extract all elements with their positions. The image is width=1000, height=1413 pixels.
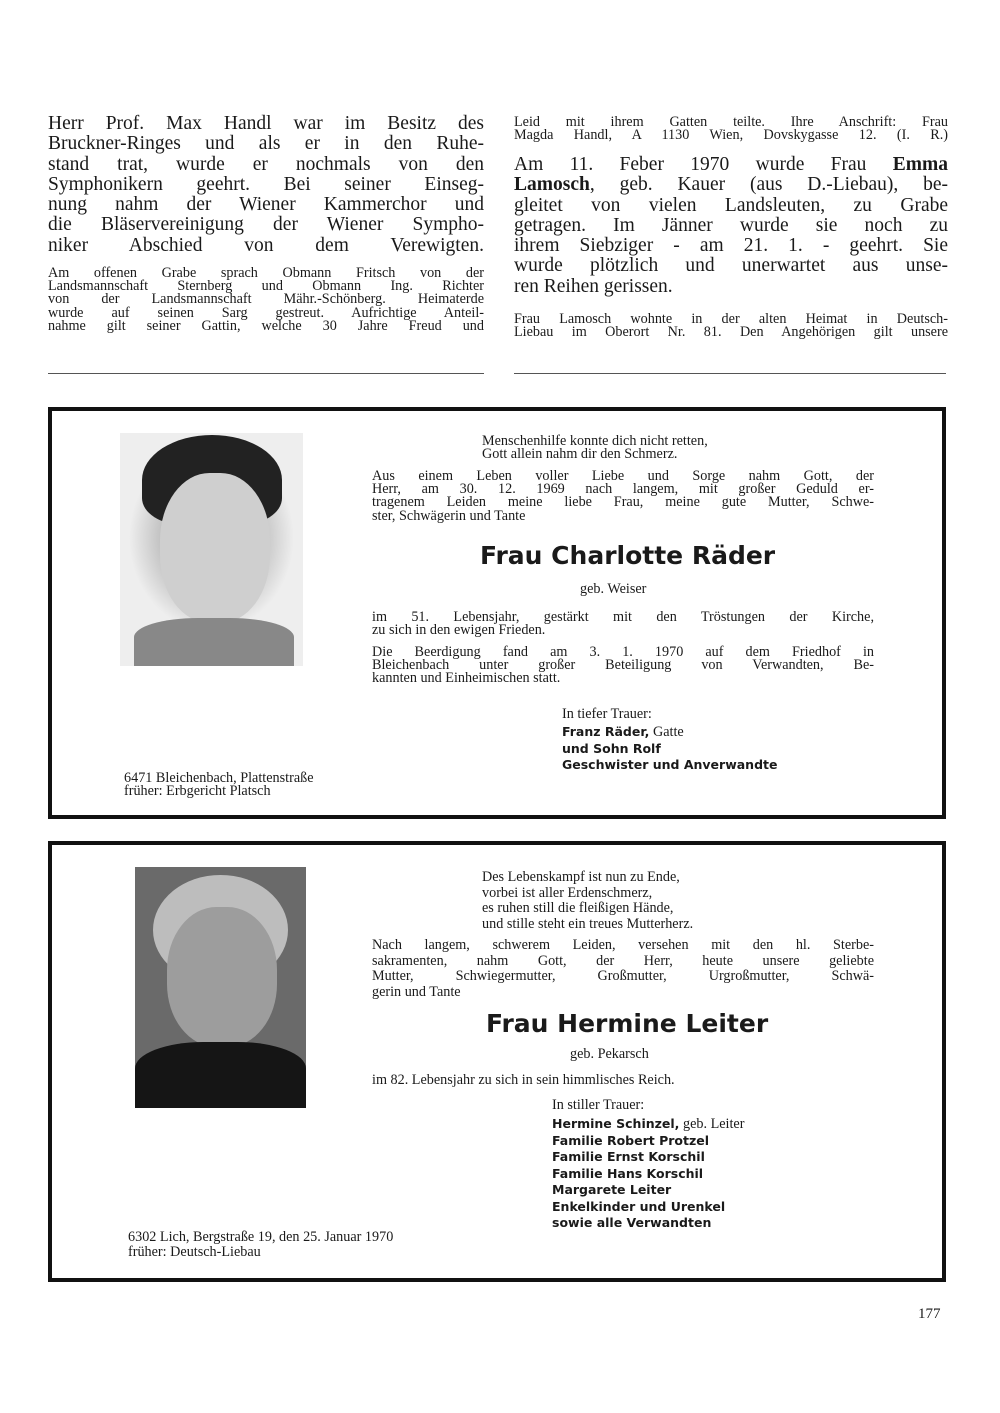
text-line: Symphonikern geehrt. Bei seiner Einseg-: [48, 173, 484, 195]
text-line: von der Landsmannschaft Mähr.-Schönberg. Heimaterde: [48, 291, 484, 308]
intro-text: [372, 470, 874, 523]
column-divider-left: [48, 373, 484, 374]
text-line: Herr, am 30. 12. 1969 nach langem, mit großer Geduld er-: [372, 481, 874, 498]
mourner-line: [562, 757, 777, 774]
text-line: Am 11. Feber 1970 wurde Frau Emma: [514, 154, 948, 175]
text-line: Magda Handl, A 1130 Wien, Dovskygasse 12. (I. R.): [514, 127, 948, 144]
address: [124, 772, 314, 798]
mourner-line: [552, 1182, 744, 1199]
text-line: Nach langem, schwerem Leiden, versehen mit den hl. Sterbe-: [372, 937, 874, 953]
mourner-line: [552, 1133, 744, 1150]
death-text: im 82. Lebensjahr zu sich in sein himmlisches Reich.: [372, 1072, 675, 1088]
funeral-text: [372, 646, 874, 686]
text-line: Leid mit ihrem Gatten teilte. Ihre Anschrift: Frau: [514, 114, 948, 130]
clothing-shape: [134, 618, 294, 666]
mourner-relation: geb. Leiter: [679, 1116, 745, 1132]
text-line: Frau Lamosch wohnte in der alten Heimat in Deutsch-: [514, 311, 948, 327]
text-line: ihrem Siebziger - am 21. 1. - geehrt. Sie: [514, 235, 948, 257]
mourner-name: Familie Ernst Korschil: [552, 1149, 705, 1164]
mourner-line: [552, 1149, 744, 1166]
face-shape: [160, 473, 270, 623]
mourner-line: [552, 1116, 744, 1133]
text-line: sakramenten, nahm Gott, der Herr, heute unsere geliebte: [372, 952, 874, 969]
text-line: früher: Erbgericht Platsch: [124, 783, 271, 800]
mourner-line: [562, 741, 777, 758]
text-line: stand trat, wurde er nochmals von den: [48, 153, 484, 175]
text-line: tragenem Leiden meine liebe Frau, meine gute Mutter, Schwe-: [372, 494, 874, 511]
text-line: Die Beerdigung fand am 3. 1. 1970 auf dem Friedhof in: [372, 644, 874, 660]
mourner-name: Geschwister und Anverwandte: [562, 757, 778, 772]
mourning-label: In tiefer Trauer:: [562, 706, 652, 722]
verse: [482, 435, 802, 461]
portrait-photo: [135, 867, 306, 1108]
maiden-name: geb. Weiser: [580, 581, 647, 597]
right-column-paragraph-2: [514, 155, 948, 297]
verse: [482, 870, 802, 932]
text-line: Liebau im Oberort Nr. 81. Den Angehörigen gilt unsere: [514, 324, 948, 341]
text-line: Bleichenbach unter großer Beteiligung von Verwandten, Be-: [372, 657, 874, 674]
obituary-hermine-leiter: [48, 841, 946, 1282]
column-divider-right: [514, 373, 946, 374]
text-line: wurde auf seinen Sarg gestreut. Aufrichtige Anteil-: [48, 304, 484, 321]
text-line: Des Lebenskampf ist nun zu Ende,: [482, 869, 680, 885]
face-shape: [167, 907, 277, 1047]
left-column-paragraph-1: [48, 114, 484, 256]
portrait-photo: [120, 433, 303, 666]
text-line: früher: Deutsch-Liebau: [128, 1244, 261, 1260]
page-number: 177: [918, 1306, 941, 1322]
mourner-line: [552, 1199, 744, 1216]
text-line: kannten und Einheimischen statt.: [372, 670, 561, 687]
text-line: Landsmannschaft Sternberg und Obmann Ing. Richter: [48, 278, 484, 295]
mourner-line: [552, 1215, 744, 1232]
address: [128, 1230, 393, 1260]
mourner-name: Franz Räder,: [562, 724, 650, 739]
mourner-name: und Sohn Rolf: [562, 740, 661, 756]
text-line: getragen. Im Jänner wurde sie noch zu: [514, 214, 948, 236]
mourner-line: [562, 724, 777, 741]
text-line: gerin und Tante: [372, 983, 461, 1000]
text-line: 6471 Bleichenbach, Plattenstraße: [124, 770, 314, 786]
mourner-name: Familie Hans Korschil: [552, 1165, 704, 1181]
text-line: ster, Schwägerin und Tante: [372, 507, 526, 524]
mourner-line: [552, 1166, 744, 1183]
text-line: wurde plötzlich und unerwartet aus unse-: [514, 255, 948, 277]
text-line: Am offenen Grabe sprach Obmann Fritsch von der: [48, 265, 484, 281]
right-column-paragraph-1: [514, 116, 948, 142]
text-line: niker Abschied von dem Verewigten.: [48, 234, 484, 256]
mourning-label: In stiller Trauer:: [552, 1097, 645, 1113]
clothing-shape: [135, 1042, 306, 1108]
mourner-name: Enkelkinder und Urenkel: [552, 1198, 726, 1214]
text-line: Herr Prof. Max Handl war im Besitz des: [48, 113, 484, 134]
text-line: 6302 Lich, Bergstraße 19, den 25. Januar 1970: [128, 1229, 394, 1245]
text-line: im 51. Lebensjahr, gestärkt mit den Tröstungen der Kirche,: [372, 609, 874, 625]
text-line: Gott allein nahm dir den Schmerz.: [482, 446, 678, 463]
text-line: ren Reihen gerissen.: [514, 275, 673, 297]
text-line: Mutter, Schwiegermutter, Großmutter, Urgroßmutter, Schwä-: [372, 968, 874, 985]
right-column-paragraph-3: [514, 313, 948, 339]
mourners-list: [562, 724, 777, 774]
text-line: nahme gilt seiner Gattin, welche 30 Jahre Freud und: [48, 317, 484, 334]
text-line: und stille steht ein treues Mutterherz.: [482, 915, 694, 932]
left-column-paragraph-2: [48, 267, 484, 333]
mourner-relation: Gatte: [649, 724, 684, 740]
maiden-name: geb. Pekarsch: [570, 1046, 649, 1062]
text-line: Lamosch, geb. Kauer (aus D.-Liebau), be-: [514, 174, 948, 196]
deceased-name: Frau Charlotte Räder: [480, 541, 776, 570]
text-line: Menschenhilfe konnte dich nicht retten,: [482, 433, 708, 449]
mourner-name: sowie alle Verwandten: [552, 1215, 712, 1230]
text-line: zu sich in den ewigen Frieden.: [372, 622, 546, 639]
text-line: Bruckner-Ringes und als er in den Ruhe-: [48, 133, 484, 155]
mourners-list: [552, 1116, 744, 1232]
text-line: Aus einem Leben voller Liebe und Sorge nahm Gott, der: [372, 468, 874, 484]
intro-text: [372, 938, 874, 1000]
text-line: gleitet von vielen Landsleuten, zu Grabe: [514, 194, 948, 216]
mourner-name: Margarete Leiter: [552, 1182, 672, 1197]
text-line: die Bläservereinigung der Wiener Sympho-: [48, 214, 484, 236]
mourner-name: Familie Robert Protzel: [552, 1132, 710, 1148]
mourner-name: Hermine Schinzel,: [552, 1116, 680, 1131]
text-line: nung nahm der Wiener Kammerchor und: [48, 194, 484, 216]
obituary-charlotte-raeder: [48, 407, 946, 819]
text-line: vorbei ist aller Erdenschmerz,: [482, 884, 653, 901]
text-line: es ruhen still die fleißigen Hände,: [482, 900, 674, 917]
deceased-name: Frau Hermine Leiter: [486, 1009, 769, 1038]
death-text: [372, 611, 874, 637]
